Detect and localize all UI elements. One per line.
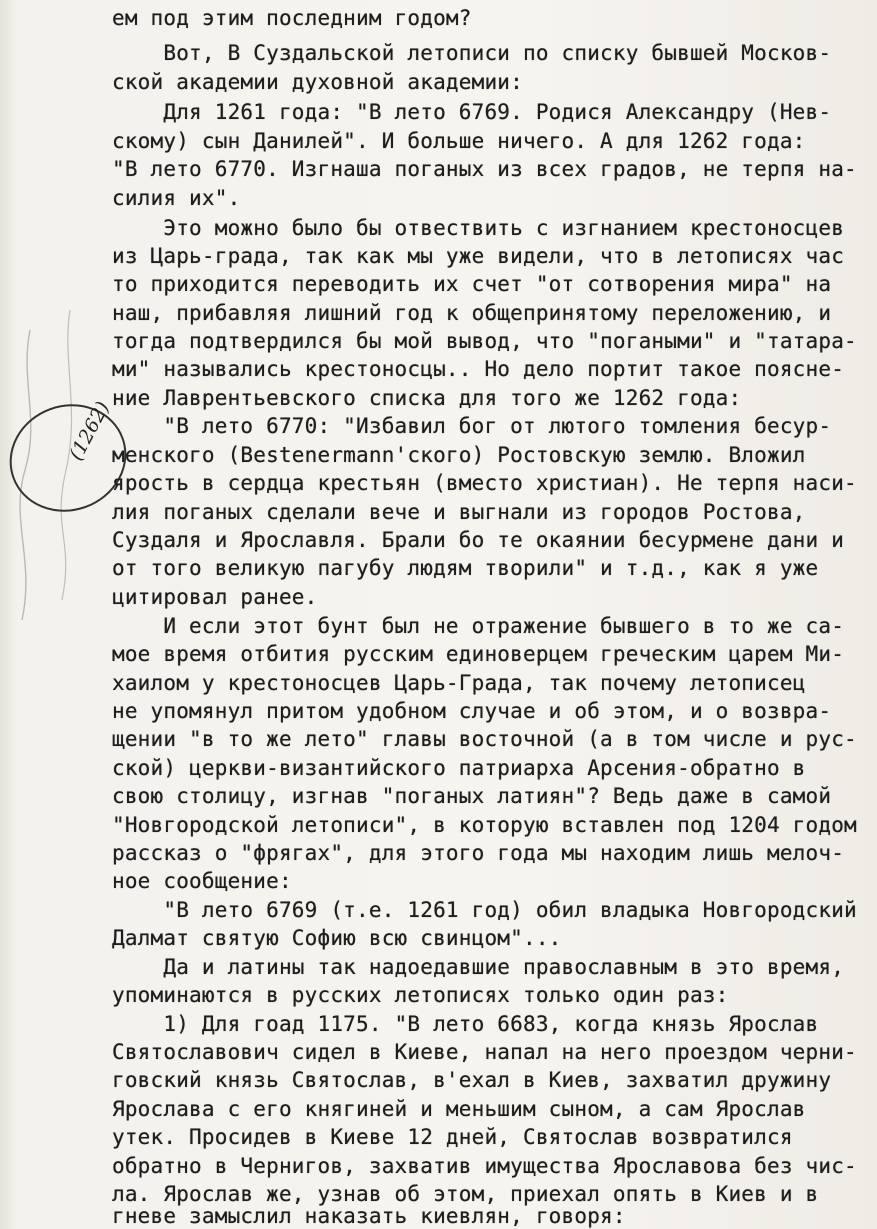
text-line: тогда подтвердился бы мой вывод, что "погаными" и "татара- [112,329,857,353]
text-line: И если этот бунт был не отражение бывшего в то же са- [112,614,845,638]
text-line: Для 1261 года: "В лето 6769. Родися Александру (Нев- [112,100,832,124]
text-line: менского (Bestenermann'ского) Ростовскую землю. Вложил [112,443,806,467]
text-line: то приходится переводить их счет "от сотворения мира" на [112,272,832,296]
text-line: утек. Просидев в Киеве 12 дней, Святослав возвратился [112,1125,793,1149]
text-line: ской академии духовной академии: [112,70,523,94]
text-line: рассказ о "фрягах", для этого года мы находим лишь мелоч- [112,841,845,865]
text-line: Это можно было бы отвествить с изгнанием крестоносцев [112,216,845,240]
text-line: ярость в сердца крестьян (вместо христиан). Не терпя наси- [112,471,857,495]
text-line: хаилом у крестоносцев Царь-Града, так почему летописец [112,671,806,695]
text-line: мое время отбития русским единоверцем греческим царем Ми- [112,642,845,666]
margin-scribble [0,300,110,800]
text-line: ное сообщение: [112,869,292,893]
text-line: от того великую пагубу людям творили" и т.д., как я уже [112,556,819,580]
text-line: говский князь Святослав, в'ехал в Киев, захватил дружину [112,1068,832,1092]
text-line: Суздаля и Ярославля. Брали бо те окаянии бесурмене дани и [112,528,845,552]
text-line: обратно в Чернигов, захватив имущества Ярославова без чис- [112,1154,857,1178]
text-line: наш, прибавляя лишний год к общепринятому переложению, и [112,301,832,325]
text-line: Вот, В Суздальской летописи по списку бывшей Москов- [112,41,832,65]
text-line: "В лето 6770: "Избавил бог от лютого томления бесур- [112,414,832,438]
text-line: ской) церкви-византийского патриарха Арсения-обратно в [112,756,806,780]
text-line: силия их". [112,186,241,210]
text-line: "Новгородской летописи", в которую вставлен под 1204 годом [112,813,857,837]
text-line: лия поганых сделали вече и выгнали из городов Ростова, [112,500,806,524]
text-line: "В лето 6769 (т.е. 1261 год) обил владыка Новгородский [112,898,857,922]
text-line: упоминаются в русских летописях только один раз: [112,983,729,1007]
text-line: щении "в то же лето" главы восточной (а в том числе и рус- [112,727,857,751]
text-line: из Царь-града, так как мы уже видели, что в летописях час [112,244,845,268]
text-line: ми" назывались крестоносцы.. Но дело портит такое поясне- [112,357,845,381]
text-line: цитировал ранее. [112,585,318,609]
text-line: Далмат святую Софию всю свинцом"... [112,926,562,950]
text-line: свою столицу, изгнав "поганых латиян"? Ведь даже в самой [112,784,832,808]
text-line: "В лето 6770. Изгнаша поганых из всех градов, не терпя на- [112,157,857,181]
text-line: 1) Для гоад 1175. "В лето 6683, когда князь Ярослав [112,1012,819,1036]
text-line: ние Лаврентьевского списка для того же 1262 года: [112,386,742,410]
text-line: гневе замыслил наказать киевлян, говоря: [112,1204,626,1228]
text-line: не упомянул притом удобном случае и об этом, и о возвра- [112,699,832,723]
text-line: ем под этим последним годом? [112,6,472,30]
text-line: Ярослава с его княгиней и меньшим сыном, а сам Ярослав [112,1097,806,1121]
text-line: скому) сын Данилей". И больше ничего. А для 1262 года: [112,129,806,153]
margin-note-year: (1262) [65,397,115,465]
text-line: Святославович сидел в Киеве, напал на него проездом черни- [112,1040,857,1064]
text-line: ла. Ярослав же, узнав об этом, приехал опять в Киев и в [112,1182,819,1206]
text-line: Да и латины так надоедавшие православным в это время, [112,955,845,979]
